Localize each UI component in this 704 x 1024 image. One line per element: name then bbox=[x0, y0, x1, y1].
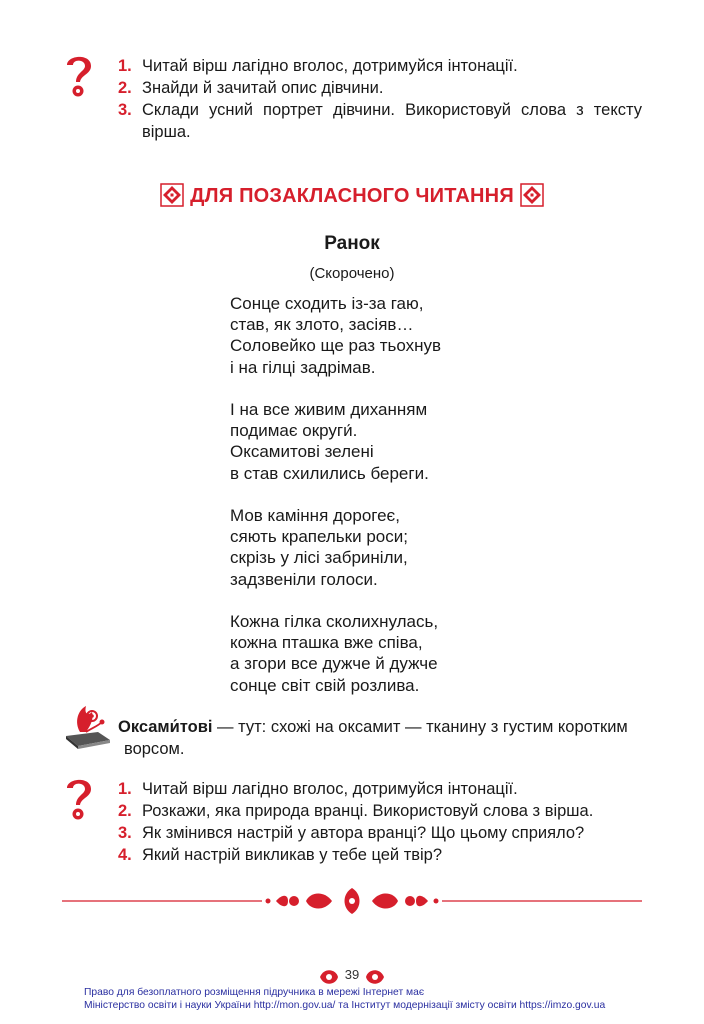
task-item: 2. Розкажи, яка природа вранці. Використовуй слова з вірша. bbox=[118, 802, 594, 820]
footer-notice bbox=[84, 986, 605, 1012]
poem-line: став, як злото, засіяв… bbox=[230, 315, 414, 335]
task-item: 1. Читай вірш лагідно вголос, дотримуйся інтонації. bbox=[118, 780, 518, 798]
poem-line: Кожна гілка сколихнулась, bbox=[230, 612, 439, 631]
embroidery-ornament-icon bbox=[520, 183, 544, 207]
question-mark-icon bbox=[62, 775, 96, 821]
task-item: 3. Як змінився настрій у автора вранці? Що цьому сприяло? bbox=[118, 824, 585, 842]
poem-subtitle: (Скорочено) bbox=[309, 265, 395, 282]
poem-line: Оксамитові зелені bbox=[230, 442, 374, 462]
poem-line: задзвеніли голоси. bbox=[230, 569, 378, 589]
task-item: 2. Знайди й зачитай опис дівчини. bbox=[118, 79, 384, 97]
poem-line: кожна пташка вже співа, bbox=[230, 633, 423, 653]
task-item: 1. Читай вірш лагідно вголос, дотримуйся інтонації. bbox=[118, 57, 518, 75]
poem-stanza bbox=[230, 293, 441, 378]
glossary-definition-cont: ворсом. bbox=[124, 740, 185, 758]
poem-line: подимає округи́. bbox=[230, 421, 358, 441]
footer-line: Міністерство освіти і науки України http://mon.gov.ua/ та Інститут модернізації змісту освіти https://imzo.gov.ua bbox=[84, 1000, 606, 1011]
glossary-entry bbox=[118, 716, 642, 760]
poem-line: скрізь у лісі забриніли, bbox=[230, 548, 408, 568]
poem-line: Соловейко ще раз тьохнув bbox=[230, 336, 442, 356]
poem-line: а згори все дужче й дужче bbox=[230, 654, 438, 674]
task-item: 4. Який настрій викликав у тебе цей твір? bbox=[118, 846, 443, 864]
question-mark-icon bbox=[62, 52, 96, 98]
task-list-top bbox=[118, 55, 642, 143]
embroidery-ornament-icon bbox=[160, 183, 184, 207]
glossary-definition: — тут: схожі на оксамит — тканину з густим коротким bbox=[212, 718, 628, 736]
poem-line: Сонце сходить із-за гаю, bbox=[230, 294, 424, 313]
page-number: 39 bbox=[344, 967, 360, 982]
poem-line: в став схилились береги. bbox=[230, 463, 429, 483]
poem-stanza bbox=[230, 611, 438, 696]
poem-line: сонце світ свій розлива. bbox=[230, 675, 420, 695]
poem-line: і на гілці задрімав. bbox=[230, 357, 376, 377]
footer-line: Право для безоплатного розміщення підручника в мережі Інтернет має bbox=[84, 987, 425, 998]
task-item: 3. Склади усний портрет дівчини. Використовуй слова з тексту вірша. bbox=[118, 101, 642, 141]
ornament-divider bbox=[62, 884, 642, 918]
book-icon bbox=[62, 702, 114, 750]
glossary-term: Оксами́тові bbox=[118, 718, 213, 736]
poem-line: сяють крапельки роси; bbox=[230, 527, 408, 547]
poem-line: І на все живим диханням bbox=[230, 400, 428, 419]
section-title-text: ДЛЯ ПОЗАКЛАСНОГО ЧИТАННЯ bbox=[190, 185, 514, 207]
poem-stanza bbox=[230, 399, 429, 484]
poem-title: Ранок bbox=[324, 233, 380, 254]
section-heading bbox=[0, 183, 704, 208]
poem-stanza bbox=[230, 505, 408, 590]
task-list-bottom bbox=[118, 778, 642, 866]
poem-line: Мов каміння дорогеє, bbox=[230, 506, 400, 525]
